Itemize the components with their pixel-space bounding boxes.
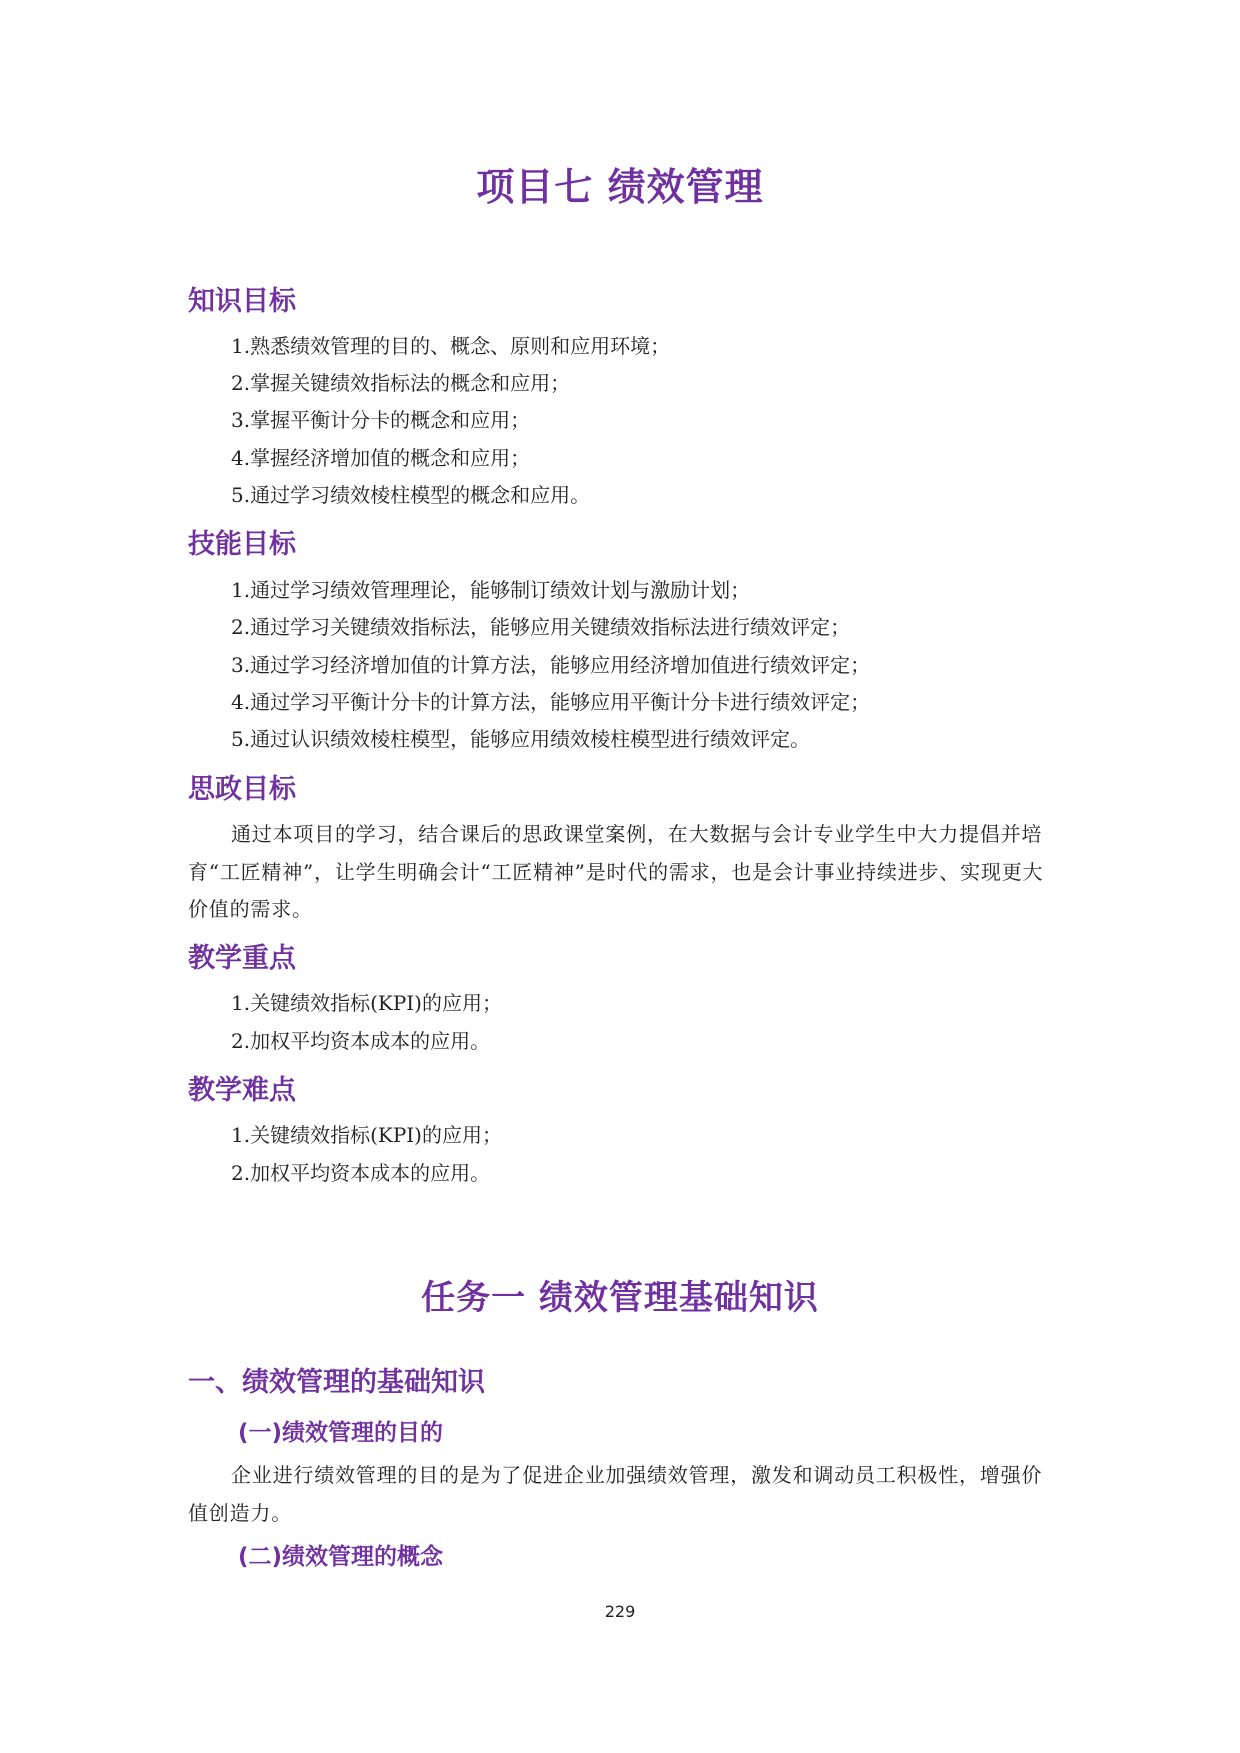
list-item: 4.通过学习平衡计分卡的计算方法，能够应用平衡计分卡进行绩效评定；: [231, 690, 871, 714]
list-item: 1.通过学习绩效管理理论，能够制订绩效计划与激励计划；: [231, 578, 751, 602]
difficulties-heading: 教学难点: [188, 1075, 296, 1106]
ideology-paragraph: 通过本项目的学习，结合课后的思政课堂案例，在大数据与会计专业学生中大力提倡并培育“工匠精神”，让学生明确会计“工匠精神”是时代的需求，也是会计事业持续进步、实现更大价值的需求。: [188, 822, 1044, 921]
list-item: 2.加权平均资本成本的应用。: [231, 1029, 491, 1053]
list-item: 3.通过学习经济增加值的计算方法，能够应用经济增加值进行绩效评定；: [231, 653, 871, 677]
list-item: 1.关键绩效指标(KPI)的应用；: [231, 991, 502, 1015]
subsection-heading: (二)绩效管理的概念: [238, 1544, 444, 1570]
skill-goals-heading: 技能目标: [188, 529, 296, 560]
list-item: 5.通过学习绩效棱柱模型的概念和应用。: [231, 483, 591, 507]
task-title: 任务一 绩效管理基础知识: [421, 1278, 819, 1318]
list-item: 4.掌握经济增加值的概念和应用；: [231, 446, 531, 470]
subsection-heading: (一)绩效管理的目的: [238, 1420, 444, 1446]
knowledge-goals-heading: 知识目标: [188, 286, 296, 317]
list-item: 5.通过认识绩效棱柱模型，能够应用绩效棱柱模型进行绩效评定。: [231, 727, 811, 751]
list-item: 2.加权平均资本成本的应用。: [231, 1161, 491, 1185]
key-points-heading: 教学重点: [188, 943, 296, 974]
ideology-goals-heading: 思政目标: [188, 774, 296, 805]
list-item: 3.掌握平衡计分卡的概念和应用；: [231, 408, 531, 432]
list-item: 1.关键绩效指标(KPI)的应用；: [231, 1123, 502, 1147]
section-heading: 一、绩效管理的基础知识: [188, 1367, 485, 1398]
page-number: 229: [604, 1602, 636, 1621]
list-item: 1.熟悉绩效管理的目的、概念、原则和应用环境；: [231, 334, 671, 358]
list-item: 2.通过学习关键绩效指标法，能够应用关键绩效指标法进行绩效评定；: [231, 615, 851, 639]
chapter-title: 项目七 绩效管理: [476, 165, 764, 209]
purpose-paragraph: 企业进行绩效管理的目的是为了促进企业加强绩效管理，激发和调动员工积极性，增强价值创造力。: [188, 1463, 1043, 1525]
list-item: 2.掌握关键绩效指标法的概念和应用；: [231, 371, 571, 395]
